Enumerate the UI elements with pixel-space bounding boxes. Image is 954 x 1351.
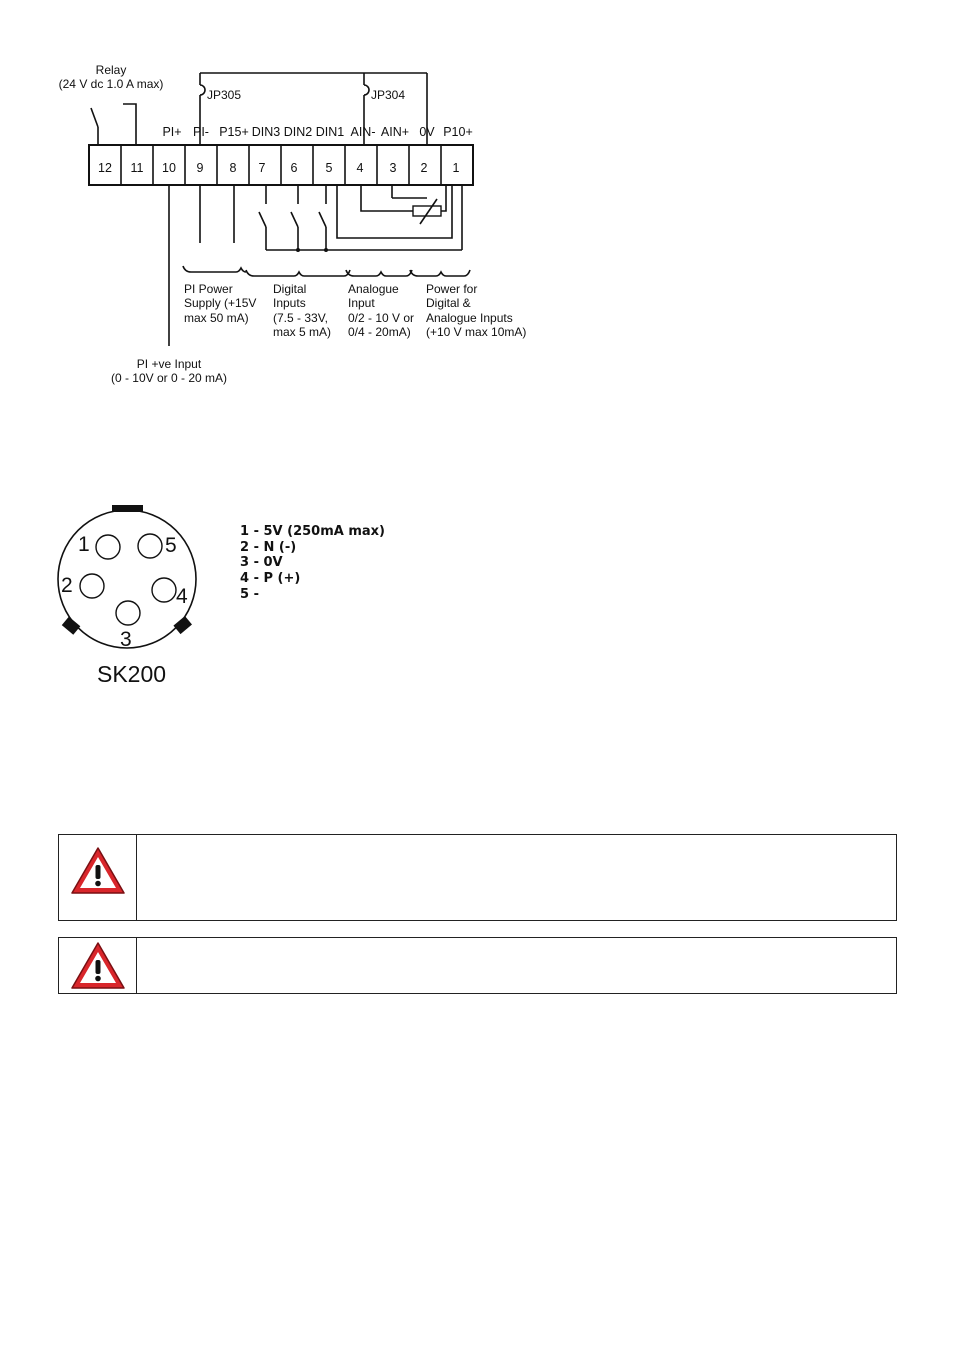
- power-for-line-3: Analogue Inputs: [426, 311, 513, 325]
- terminal-number-12: 12: [98, 161, 112, 175]
- terminal-name-1: P10+: [443, 125, 473, 139]
- pin-list-item-4: 4 - P (+): [240, 571, 301, 586]
- pi-power-line-1: PI Power: [184, 282, 233, 296]
- warning-box-1: [58, 834, 897, 921]
- terminal-number-5: 5: [325, 161, 333, 175]
- warning-icon-cell: [59, 938, 137, 993]
- terminal-name-7: DIN3: [251, 125, 281, 139]
- relay-label-line-1: Relay: [95, 63, 127, 77]
- terminal-name-2: 0V: [419, 125, 435, 139]
- pi-input-label-line-2: (0 - 10V or 0 - 20 mA): [110, 371, 228, 385]
- relay-contact: [91, 104, 136, 145]
- pi-power-line-3: max 50 mA): [184, 311, 249, 325]
- terminal-number-9: 9: [196, 161, 204, 175]
- pin-list-item-5: 5 -: [240, 587, 259, 602]
- relay-label-line-2: (24 V dc 1.0 A max): [58, 77, 164, 91]
- terminal-name-5: DIN1: [315, 125, 345, 139]
- warning-icon-cell: [59, 835, 137, 920]
- terminal-name-3: AIN+: [380, 125, 410, 139]
- digital-line-2: Inputs: [273, 296, 306, 310]
- digital-line-1: Digital: [273, 282, 307, 296]
- terminal-number-3: 3: [389, 161, 397, 175]
- terminal-number-10: 10: [162, 161, 176, 175]
- connector-pin-number-2: 2: [61, 574, 73, 597]
- pi-power-line-2: Supply (+15V: [184, 296, 257, 310]
- terminal-name-9: PI-: [193, 125, 209, 139]
- terminal-name-10: PI+: [162, 125, 182, 139]
- connector-pin-number-5: 5: [165, 534, 177, 557]
- digital-line-3: (7.5 - 33V,: [273, 311, 328, 325]
- terminal-number-1: 1: [452, 161, 460, 175]
- pin-list-item-2: 2 - N (-): [240, 540, 297, 555]
- connector-pin-number-1: 1: [78, 533, 90, 556]
- connector-pin-number-4: 4: [176, 585, 188, 608]
- analogue-line-1: Analogue: [348, 282, 399, 296]
- pin-list-item-1: 1 - 5V (250mA max): [240, 524, 385, 539]
- warning-box-2: [58, 937, 897, 994]
- power-for-line-2: Digital &: [426, 296, 471, 310]
- connector-pin-number-3: 3: [120, 628, 132, 651]
- analogue-line-3: 0/2 - 10 V or: [348, 311, 415, 325]
- terminal-number-2: 2: [420, 161, 428, 175]
- digital-line-4: max 5 mA): [273, 325, 332, 339]
- terminal-number-11: 11: [130, 161, 144, 175]
- power-for-line-1: Power for: [426, 282, 478, 296]
- power-for-line-4: (+10 V max 10mA): [426, 325, 527, 339]
- group-pi-power-label: [184, 282, 256, 325]
- group-braces: [183, 266, 470, 276]
- pin-list-item-3: 3 - 0V: [240, 555, 283, 570]
- jumper-jp305-label: JP305: [207, 88, 242, 102]
- group-power-for-label: [426, 282, 526, 339]
- analogue-line-2: Input: [348, 296, 375, 310]
- terminal-number-8: 8: [229, 161, 237, 175]
- terminal-name-8: P15+: [219, 125, 249, 139]
- terminal-number-4: 4: [356, 161, 364, 175]
- warning-triangle-icon: [69, 845, 127, 897]
- pi-input-label-line-1: PI +ve Input: [136, 357, 202, 371]
- group-analogue-label: [348, 282, 414, 339]
- jumper-jp304-label: JP304: [371, 88, 406, 102]
- warning-triangle-icon: [69, 940, 127, 992]
- connector-name: SK200: [97, 661, 167, 687]
- terminal-number-7: 7: [258, 161, 266, 175]
- analogue-line-4: 0/4 - 20mA): [348, 325, 411, 339]
- group-digital-label: [273, 282, 331, 339]
- terminal-strip: [89, 145, 473, 185]
- sk200-connector: [58, 505, 196, 648]
- terminal-number-6: 6: [290, 161, 298, 175]
- terminal-name-4: AIN-: [350, 125, 376, 139]
- terminal-name-6: DIN2: [283, 125, 313, 139]
